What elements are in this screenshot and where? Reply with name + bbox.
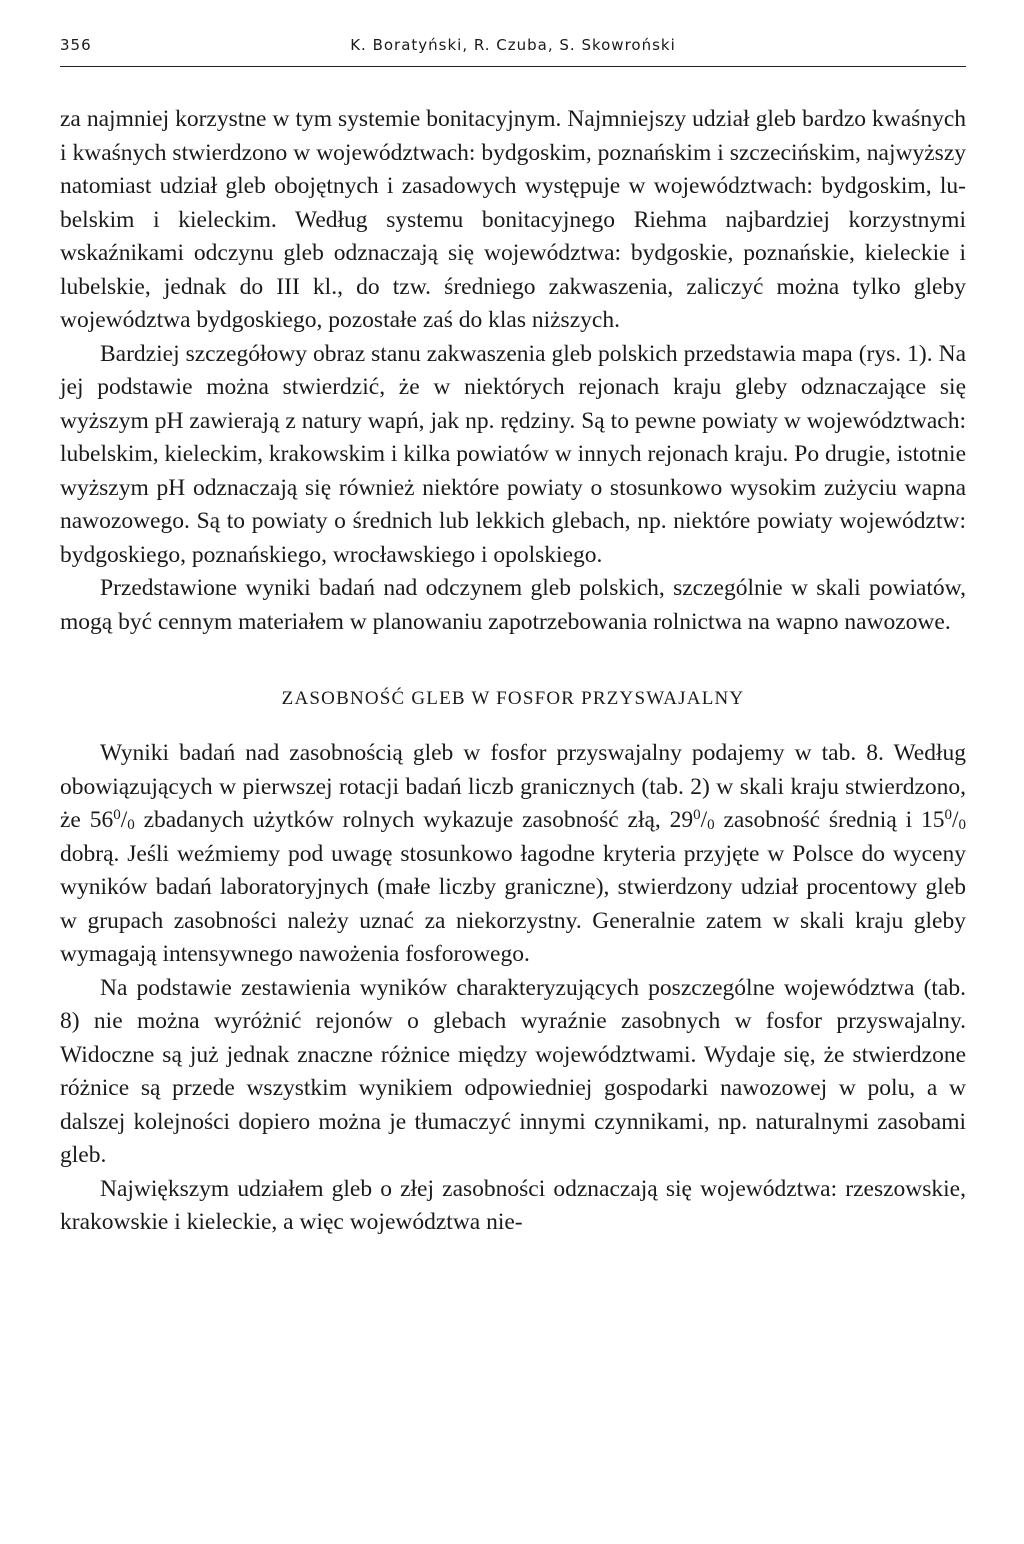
paragraph-text: zasobność średnią i 15 (714, 807, 945, 833)
header-rule (60, 66, 966, 67)
article-body (60, 103, 966, 1240)
percent-sign-sup: 0 (693, 807, 701, 823)
paragraph-text: zbadanych użytków rolnych wykazuje zasobność złą, 29 (134, 807, 694, 833)
paragraph-text: dobrą. Jeśli weźmiemy pod uwagę stosunkowo łagodne kryteria przyjęte w Polsce do wyceny wyników badań laboratoryjnych (małe liczby graniczne), stwierdzony udział procentowy gleb w grupach zasobności należy uznać za niekorzystny. Generalnie zatem w skali kraju gleby wymagają intensywnego nawożenia fosforowego. (60, 840, 966, 967)
percent-sign-sup: 0 (113, 807, 121, 823)
paragraph: Największym udziałem gleb o złej zasobności odznaczają się województwa: rzeszowskie, krakowskie i kieleckie, a więc województwa nie- (60, 1175, 966, 1235)
percent-sign-sub: 0 (707, 817, 715, 833)
running-title-authors: K. Boratyński, R. Czuba, S. Skowroński (350, 36, 676, 54)
percent-sign-sub: 0 (958, 817, 966, 833)
running-head (60, 30, 966, 60)
page (60, 30, 966, 1240)
percent-sign-sup: 0 (944, 807, 952, 823)
paragraph: Przedstawione wyniki badań nad odczynem gleb polskich, szczególnie w skali powiatów, mogą być cennym materiałem w planowaniu zapotrzebowania rolnictwa na wapno nawozowe. (60, 575, 966, 635)
percent-sign-sub: 0 (127, 817, 135, 833)
paragraph-text: Wyniki badań nad zasobnością gleb w fosfor przyswajalny podajemy w tab. 8. Według obowiązujących w pierwszej rotacji badań liczb granicznych (tab. 2) w skali kraju stwierdzono, że 56 (60, 740, 966, 833)
paragraph: Na podstawie zestawienia wyników charakteryzujących poszczególne województwa (tab. 8) nie można wyróżnić rejonów o glebach wyraźnie zasobnych w fosfor przyswajalny. Widoczne są już jednak znaczne różnice między województwami. Wydaje się, że stwierdzone różnice są przede wszystkim wynikiem odpowiedniej gospodarki nawozowej w polu, a w dalszej kolejności dopiero można je tłumaczyć innymi czynnikami, np. naturalnymi zasobami gleb. (60, 974, 966, 1168)
page-number: 356 (60, 36, 92, 54)
section-heading: ZASOBNOŚĆ GLEB W FOSFOR PRZYSWAJALNY (281, 688, 745, 709)
paragraph: Wyniki badań nad zasobnością gleb w fosfor przyswajalny podajemy w tab. 8. Według obowiązujących w pierwszej rotacji badań liczb granicznych (tab. 2) w skali kraju stwierdzono, że $56^0/_0$ zbadanych użytków rolnych wykazuje zasobność złą, $29^0/_0$ zasobność średnią i $15^0/_0$ dobrą. Jeśli weźmiemy pod uwagę stosunkowo łagodne kryteria przyjęte w Polsce do wyceny wyników badań laboratoryjnych (małe liczby graniczne), stwierdzony udział procentowy gleb w grupach zasobności należy uznać za niekorzystny. Generalnie zatem w skali kraju gleby wymagają intensywnego nawożenia fosforowego. (60, 740, 966, 967)
paragraph: za najmniej korzystne w tym systemie bonitacyjnym. Najmniejszy udział gleb bardzo kwaśnych i kwaśnych stwierdzono w województwach: bydgoskim, poznańskim i szczecińskim, najwyższy natomiast udział gleb obojętnych i zasadowych występuje w województwach: bydgoskim, lubelskim i kieleckim. Według systemu bonitacyjnego Riehma najbardziej korzystnymi wskaźnikami odczynu gleb odznaczają się województwa: bydgoskie, poznańskie, kieleckie i lubelskie, jednak do III kl., do tzw. średniego zakwaszenia, zaliczyć można tylko gleby województwa bydgoskiego, pozostałe zaś do klas niższych. (60, 106, 966, 333)
paragraph: Bardziej szczegółowy obraz stanu zakwaszenia gleb polskich przedstawia mapa (rys. 1). Na jej podstawie można stwierdzić, że w niektórych rejonach kraju gleby odznaczające się wyższym pH zawierają z natury wapń, jak np. rędziny. Są to pewne powiaty w województwach: lubelskim, kieleckim, krakowskim i kilka powiatów w innych rejonach kraju. Po drugie, istotnie wyższym pH odznaczają się również niektóre powiaty o stosunkowo wysokim zużyciu wapna nawozowego. Są to powiaty o średnich lub lekkich glebach, np. niektóre powiaty województw: bydgoskiego, poznańskiego, wrocławskiego i opolskiego. (60, 340, 966, 568)
